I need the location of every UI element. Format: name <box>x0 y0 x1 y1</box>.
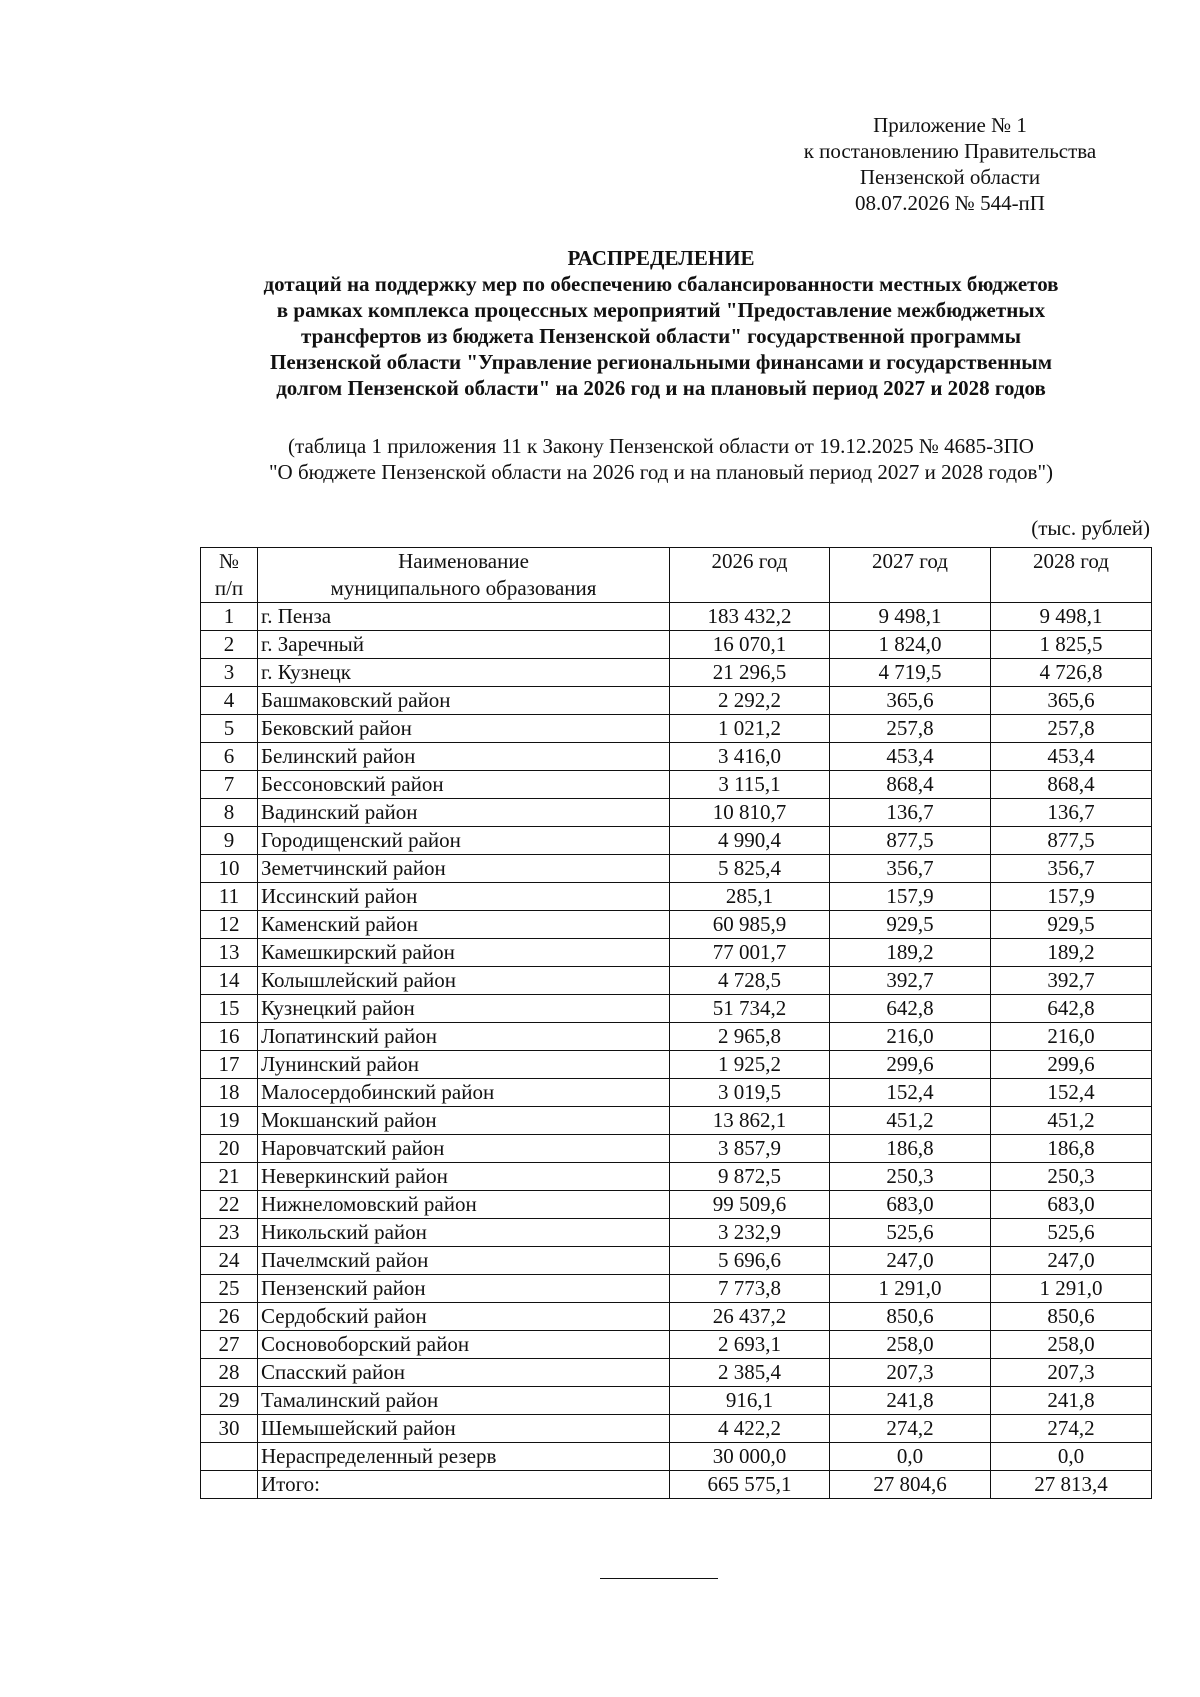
header-year-2028: 2028 год <box>991 548 1152 603</box>
document-title <box>140 245 1182 401</box>
cell-2028: 1 825,5 <box>991 631 1152 659</box>
cell-number: 16 <box>201 1023 258 1051</box>
cell-2028: 250,3 <box>991 1163 1152 1191</box>
table-row <box>201 715 1152 743</box>
cell-2026: 51 734,2 <box>670 995 830 1023</box>
source-line-2: "О бюджете Пензенской области на 2026 год и на плановый период 2027 и 2028 годов") <box>268 460 1054 484</box>
cell-municipality: Наровчатский район <box>258 1135 670 1163</box>
subsidy-distribution-table <box>200 547 1152 1499</box>
cell-municipality: Башмаковский район <box>258 687 670 715</box>
cell-2027: 1 291,0 <box>830 1275 991 1303</box>
cell-municipality: Малосердобинский район <box>258 1079 670 1107</box>
cell-2026: 1 021,2 <box>670 715 830 743</box>
cell-municipality: Пензенский район <box>258 1275 670 1303</box>
cell-number: 25 <box>201 1275 258 1303</box>
appendix-number: Приложение № 1 <box>873 113 1027 137</box>
table-row <box>201 1079 1152 1107</box>
cell-2027: 356,7 <box>830 855 991 883</box>
table-row <box>201 1275 1152 1303</box>
appendix-decree: к постановлению Правительства <box>803 139 1097 163</box>
cell-2028: 257,8 <box>991 715 1152 743</box>
cell-number: 28 <box>201 1359 258 1387</box>
cell-2027: 247,0 <box>830 1247 991 1275</box>
header-municipality-line-1: Наименование <box>398 549 529 573</box>
cell-municipality: Белинский район <box>258 743 670 771</box>
cell-2028: 274,2 <box>991 1415 1152 1443</box>
cell-2027: 365,6 <box>830 687 991 715</box>
cell-municipality: Лунинский район <box>258 1051 670 1079</box>
cell-2026: 4 990,4 <box>670 827 830 855</box>
table-row <box>201 1219 1152 1247</box>
cell-number: 12 <box>201 911 258 939</box>
cell-2027: 877,5 <box>830 827 991 855</box>
cell-2027: 189,2 <box>830 939 991 967</box>
cell-2027: 392,7 <box>830 967 991 995</box>
cell-2028: 247,0 <box>991 1247 1152 1275</box>
units-label: (тыс. рублей) <box>1031 516 1150 540</box>
cell-number: 11 <box>201 883 258 911</box>
table-row <box>201 1303 1152 1331</box>
cell-2026: 2 693,1 <box>670 1331 830 1359</box>
table-row <box>201 1471 1152 1499</box>
cell-2028: 356,7 <box>991 855 1152 883</box>
table-row <box>201 1415 1152 1443</box>
cell-municipality: Итого: <box>258 1471 670 1499</box>
cell-2027: 850,6 <box>830 1303 991 1331</box>
cell-number: 15 <box>201 995 258 1023</box>
title-line-2: в рамках комплекса процессных мероприятий "Предоставление межбюджетных <box>276 298 1046 322</box>
header-year-2027: 2027 год <box>830 548 991 603</box>
table-row <box>201 771 1152 799</box>
cell-2028: 683,0 <box>991 1191 1152 1219</box>
cell-municipality: Мокшанский район <box>258 1107 670 1135</box>
cell-municipality: Городищенский район <box>258 827 670 855</box>
table-row <box>201 659 1152 687</box>
cell-2026: 285,1 <box>670 883 830 911</box>
cell-2026: 30 000,0 <box>670 1443 830 1471</box>
cell-2027: 642,8 <box>830 995 991 1023</box>
cell-number: 17 <box>201 1051 258 1079</box>
cell-municipality: Спасский район <box>258 1359 670 1387</box>
cell-2028: 216,0 <box>991 1023 1152 1051</box>
table-row <box>201 799 1152 827</box>
appendix-date-number: 08.07.2026 № 544-пП <box>855 191 1045 215</box>
cell-2027: 250,3 <box>830 1163 991 1191</box>
table-row <box>201 631 1152 659</box>
cell-number: 26 <box>201 1303 258 1331</box>
cell-municipality: Лопатинский район <box>258 1023 670 1051</box>
cell-municipality: Нераспределенный резерв <box>258 1443 670 1471</box>
cell-municipality: г. Заречный <box>258 631 670 659</box>
table-row <box>201 967 1152 995</box>
cell-2028: 136,7 <box>991 799 1152 827</box>
header-number <box>201 548 258 603</box>
table-row <box>201 939 1152 967</box>
cell-2026: 183 432,2 <box>670 603 830 631</box>
appendix-region: Пензенской области <box>859 165 1041 189</box>
table-row <box>201 911 1152 939</box>
cell-municipality: г. Пенза <box>258 603 670 631</box>
cell-2028: 365,6 <box>991 687 1152 715</box>
cell-2026: 3 416,0 <box>670 743 830 771</box>
cell-municipality: Кузнецкий район <box>258 995 670 1023</box>
cell-number: 24 <box>201 1247 258 1275</box>
cell-number: 22 <box>201 1191 258 1219</box>
cell-2027: 9 498,1 <box>830 603 991 631</box>
cell-2028: 27 813,4 <box>991 1471 1152 1499</box>
cell-2026: 5 825,4 <box>670 855 830 883</box>
table-row <box>201 855 1152 883</box>
cell-2026: 4 728,5 <box>670 967 830 995</box>
cell-2026: 1 925,2 <box>670 1051 830 1079</box>
table-row <box>201 883 1152 911</box>
cell-number: 10 <box>201 855 258 883</box>
cell-number: 14 <box>201 967 258 995</box>
cell-2027: 257,8 <box>830 715 991 743</box>
cell-2027: 453,4 <box>830 743 991 771</box>
table-row <box>201 1331 1152 1359</box>
table-row <box>201 1359 1152 1387</box>
cell-number: 20 <box>201 1135 258 1163</box>
cell-2026: 13 862,1 <box>670 1107 830 1135</box>
cell-2026: 26 437,2 <box>670 1303 830 1331</box>
cell-2028: 4 726,8 <box>991 659 1152 687</box>
cell-2028: 299,6 <box>991 1051 1152 1079</box>
cell-2026: 2 385,4 <box>670 1359 830 1387</box>
cell-number: 23 <box>201 1219 258 1247</box>
header-municipality <box>258 548 670 603</box>
cell-number: 19 <box>201 1107 258 1135</box>
cell-municipality: Никольский район <box>258 1219 670 1247</box>
cell-municipality: Вадинский район <box>258 799 670 827</box>
table-row <box>201 1107 1152 1135</box>
cell-2027: 451,2 <box>830 1107 991 1135</box>
cell-2027: 241,8 <box>830 1387 991 1415</box>
end-divider <box>600 1578 718 1579</box>
cell-municipality: Тамалинский район <box>258 1387 670 1415</box>
header-number-line-2: п/п <box>214 576 244 600</box>
table-row <box>201 687 1152 715</box>
cell-2027: 216,0 <box>830 1023 991 1051</box>
cell-2026: 3 019,5 <box>670 1079 830 1107</box>
cell-2028: 525,6 <box>991 1219 1152 1247</box>
cell-number: 2 <box>201 631 258 659</box>
cell-2028: 189,2 <box>991 939 1152 967</box>
source-line-1: (таблица 1 приложения 11 к Закону Пензенской области от 19.12.2025 № 4685-ЗПО <box>288 434 1034 458</box>
cell-municipality: Иссинский район <box>258 883 670 911</box>
header-year-2026: 2026 год <box>670 548 830 603</box>
table-row <box>201 1387 1152 1415</box>
cell-municipality: г. Кузнецк <box>258 659 670 687</box>
cell-2028: 453,4 <box>991 743 1152 771</box>
cell-2027: 207,3 <box>830 1359 991 1387</box>
table-row <box>201 1051 1152 1079</box>
appendix-reference <box>770 112 1130 216</box>
cell-2026: 7 773,8 <box>670 1275 830 1303</box>
cell-municipality: Каменский район <box>258 911 670 939</box>
cell-number: 6 <box>201 743 258 771</box>
cell-number: 27 <box>201 1331 258 1359</box>
cell-2028: 1 291,0 <box>991 1275 1152 1303</box>
cell-2028: 392,7 <box>991 967 1152 995</box>
table-body <box>201 603 1152 1499</box>
table-row <box>201 995 1152 1023</box>
cell-2027: 157,9 <box>830 883 991 911</box>
cell-number: 29 <box>201 1387 258 1415</box>
cell-municipality: Сердобский район <box>258 1303 670 1331</box>
table-row <box>201 1135 1152 1163</box>
cell-2026: 21 296,5 <box>670 659 830 687</box>
table-row <box>201 743 1152 771</box>
cell-municipality: Камешкирский район <box>258 939 670 967</box>
table-row <box>201 1247 1152 1275</box>
cell-2026: 3 857,9 <box>670 1135 830 1163</box>
cell-2028: 451,2 <box>991 1107 1152 1135</box>
cell-2027: 27 804,6 <box>830 1471 991 1499</box>
cell-2026: 2 292,2 <box>670 687 830 715</box>
cell-2026: 4 422,2 <box>670 1415 830 1443</box>
cell-2026: 5 696,6 <box>670 1247 830 1275</box>
title-line-3: трансфертов из бюджета Пензенской области" государственной программы <box>301 324 1021 348</box>
table-row <box>201 1023 1152 1051</box>
table-row <box>201 1163 1152 1191</box>
table-row <box>201 1191 1152 1219</box>
cell-number: 9 <box>201 827 258 855</box>
cell-2026: 3 232,9 <box>670 1219 830 1247</box>
cell-2028: 9 498,1 <box>991 603 1152 631</box>
cell-2027: 683,0 <box>830 1191 991 1219</box>
source-reference <box>140 433 1182 485</box>
title-line-5: долгом Пензенской области" на 2026 год и на плановый период 2027 и 2028 годов <box>276 376 1046 400</box>
cell-2027: 299,6 <box>830 1051 991 1079</box>
cell-number: 13 <box>201 939 258 967</box>
cell-number: 18 <box>201 1079 258 1107</box>
title-line-1: дотаций на поддержку мер по обеспечению сбалансированности местных бюджетов <box>263 272 1059 296</box>
cell-number: 1 <box>201 603 258 631</box>
table-row <box>201 827 1152 855</box>
cell-2026: 10 810,7 <box>670 799 830 827</box>
cell-municipality: Пачелмский район <box>258 1247 670 1275</box>
cell-2027: 136,7 <box>830 799 991 827</box>
cell-2027: 258,0 <box>830 1331 991 1359</box>
cell-municipality: Земетчинский район <box>258 855 670 883</box>
cell-2028: 642,8 <box>991 995 1152 1023</box>
cell-2028: 929,5 <box>991 911 1152 939</box>
cell-2027: 929,5 <box>830 911 991 939</box>
cell-2027: 4 719,5 <box>830 659 991 687</box>
cell-2028: 877,5 <box>991 827 1152 855</box>
cell-2028: 152,4 <box>991 1079 1152 1107</box>
header-municipality-line-2: муниципального образования <box>330 576 597 600</box>
cell-2027: 525,6 <box>830 1219 991 1247</box>
cell-municipality: Неверкинский район <box>258 1163 670 1191</box>
cell-2028: 207,3 <box>991 1359 1152 1387</box>
cell-2028: 0,0 <box>991 1443 1152 1471</box>
cell-2026: 916,1 <box>670 1387 830 1415</box>
cell-number: 7 <box>201 771 258 799</box>
cell-2028: 241,8 <box>991 1387 1152 1415</box>
cell-municipality: Нижнеломовский район <box>258 1191 670 1219</box>
table-header-row <box>201 548 1152 603</box>
cell-2028: 868,4 <box>991 771 1152 799</box>
table-row <box>201 1443 1152 1471</box>
cell-number <box>201 1443 258 1471</box>
cell-2027: 274,2 <box>830 1415 991 1443</box>
cell-number: 4 <box>201 687 258 715</box>
title-heading: РАСПРЕДЕЛЕНИЕ <box>567 246 755 270</box>
cell-2027: 0,0 <box>830 1443 991 1471</box>
cell-municipality: Бессоновский район <box>258 771 670 799</box>
cell-2026: 665 575,1 <box>670 1471 830 1499</box>
cell-2026: 3 115,1 <box>670 771 830 799</box>
cell-municipality: Колышлейский район <box>258 967 670 995</box>
cell-2026: 99 509,6 <box>670 1191 830 1219</box>
cell-2027: 868,4 <box>830 771 991 799</box>
cell-municipality: Сосновоборский район <box>258 1331 670 1359</box>
cell-2028: 258,0 <box>991 1331 1152 1359</box>
cell-2026: 77 001,7 <box>670 939 830 967</box>
cell-2026: 60 985,9 <box>670 911 830 939</box>
cell-municipality: Шемышейский район <box>258 1415 670 1443</box>
cell-number: 30 <box>201 1415 258 1443</box>
cell-2027: 152,4 <box>830 1079 991 1107</box>
table-row <box>201 603 1152 631</box>
cell-2026: 2 965,8 <box>670 1023 830 1051</box>
title-line-4: Пензенской области "Управление региональными финансами и государственным <box>269 350 1052 374</box>
cell-2027: 1 824,0 <box>830 631 991 659</box>
cell-2028: 850,6 <box>991 1303 1152 1331</box>
header-number-line-1: № <box>218 549 240 573</box>
cell-municipality: Бековский район <box>258 715 670 743</box>
cell-number <box>201 1471 258 1499</box>
cell-2028: 186,8 <box>991 1135 1152 1163</box>
cell-2028: 157,9 <box>991 883 1152 911</box>
cell-2026: 9 872,5 <box>670 1163 830 1191</box>
cell-number: 8 <box>201 799 258 827</box>
cell-number: 5 <box>201 715 258 743</box>
cell-2027: 186,8 <box>830 1135 991 1163</box>
cell-2026: 16 070,1 <box>670 631 830 659</box>
cell-number: 3 <box>201 659 258 687</box>
cell-number: 21 <box>201 1163 258 1191</box>
